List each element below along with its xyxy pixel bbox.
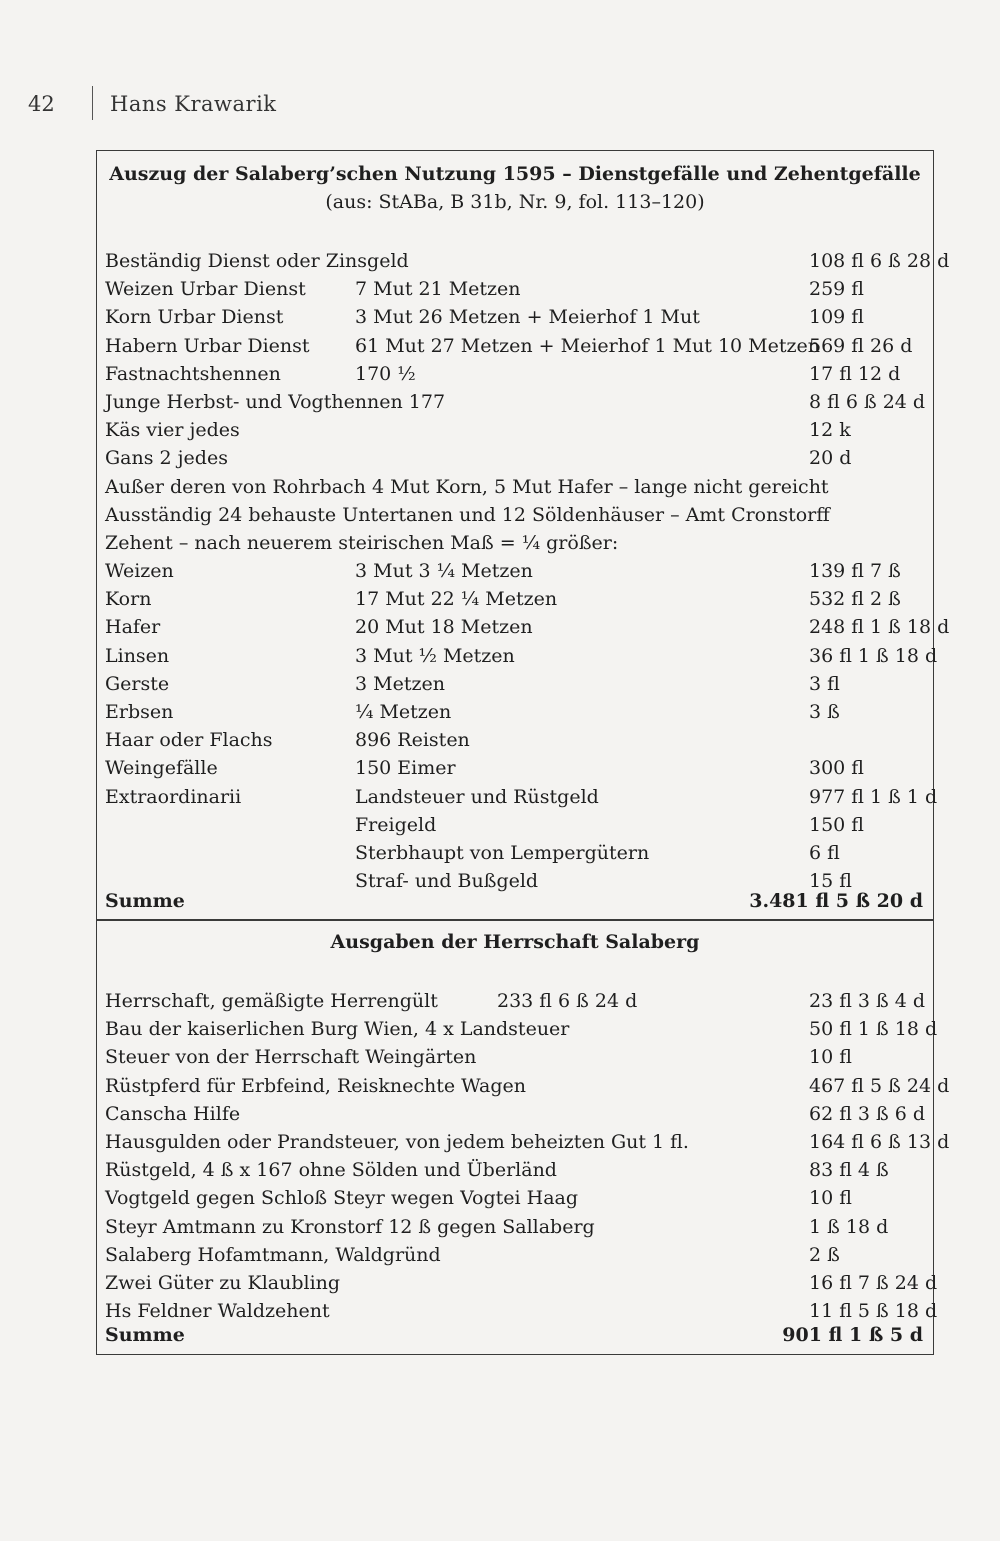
table-row xyxy=(97,642,938,670)
row-label: Haar oder Flachs xyxy=(105,729,273,752)
row-label: Ausständig 24 behauste Untertanen und 12 Söldenhäuser – Amt Cronstorff xyxy=(105,503,830,526)
row-amount: 10 fl xyxy=(809,1187,852,1210)
row-amount: 83 fl 4 ß xyxy=(809,1159,889,1182)
table-row xyxy=(97,501,933,529)
table-row xyxy=(97,1072,950,1100)
row-detail: 7 Mut 21 Metzen xyxy=(355,278,521,301)
row-amount: 3 fl xyxy=(809,672,840,695)
row-detail: 233 fl 6 ß 24 d xyxy=(497,990,638,1012)
table-row xyxy=(97,698,933,726)
row-label: Weingefälle xyxy=(105,757,218,780)
row-amount: 8 fl 6 ß 24 d xyxy=(809,390,926,413)
row-label: Salaberg Hofamtmann, Waldgründ xyxy=(105,1243,441,1266)
row-amount: 50 fl 1 ß 18 d xyxy=(809,1018,938,1041)
row-label: Junge Herbst- und Vogthennen 177 xyxy=(105,390,446,413)
row-amount: 6 fl xyxy=(809,841,840,864)
table-row xyxy=(97,811,933,839)
row-amount: 569 fl 26 d xyxy=(809,334,913,357)
section1-subtitle: (aus: StABa, B 31b, Nr. 9, fol. 113–120) xyxy=(325,191,705,213)
row-detail: Freigeld xyxy=(355,813,437,836)
row-label: Vogtgeld gegen Schloß Steyr wegen Vogtei Haag xyxy=(105,1187,579,1210)
table-row xyxy=(97,839,933,867)
row-label: Gans 2 jedes xyxy=(105,447,228,470)
row-label: Herrschaft, gemäßigte Herrengült xyxy=(105,990,438,1012)
header-divider xyxy=(92,86,93,120)
table-row xyxy=(97,1184,933,1212)
table-row xyxy=(97,444,933,472)
table-row xyxy=(97,360,933,388)
row-detail: 20 Mut 18 Metzen xyxy=(355,616,533,639)
table-row xyxy=(97,473,933,501)
row-amount: 109 fl xyxy=(809,306,864,329)
section2-total-label: Summe xyxy=(105,1324,185,1346)
section-divider xyxy=(97,919,933,921)
row-amount: 467 fl 5 ß 24 d xyxy=(809,1074,950,1097)
row-detail: Sterbhaupt von Lempergütern xyxy=(355,841,650,864)
table-row xyxy=(97,303,933,331)
section2-total-amount: 901 fl 1 ß 5 d xyxy=(782,1324,923,1346)
row-detail: 3 Mut 26 Metzen + Meierhof 1 Mut xyxy=(355,306,700,329)
table-row xyxy=(97,585,933,613)
row-label: Rüstgeld, 4 ß x 167 ohne Sölden und Überländ xyxy=(105,1159,557,1182)
row-amount: 62 fl 3 ß 6 d xyxy=(809,1102,926,1125)
row-amount: 1 ß 18 d xyxy=(809,1215,889,1238)
row-label: Käs vier jedes xyxy=(105,419,240,442)
row-amount: 3 ß xyxy=(809,701,840,723)
row-detail: Straf- und Bußgeld xyxy=(355,870,539,893)
row-label: Linsen xyxy=(105,644,170,667)
data-table xyxy=(96,150,950,1355)
row-label: Steuer von der Herrschaft Weingärten xyxy=(105,1046,477,1069)
row-detail: 61 Mut 27 Metzen + Meierhof 1 Mut 10 Metzen xyxy=(355,334,821,357)
row-label: Rüstpferd für Erbfeind, Reisknechte Wagen xyxy=(105,1074,527,1097)
table-row xyxy=(97,987,933,1015)
table-row xyxy=(97,1156,933,1184)
row-amount: 17 fl 12 d xyxy=(809,362,901,385)
table-row xyxy=(97,1213,933,1241)
row-label: Hafer xyxy=(105,616,161,639)
row-amount: 36 fl 1 ß 18 d xyxy=(809,644,938,667)
row-amount: 300 fl xyxy=(809,757,864,780)
row-detail: Landsteuer und Rüstgeld xyxy=(355,785,599,808)
row-detail: ¼ Metzen xyxy=(355,701,452,723)
row-amount: 164 fl 6 ß 13 d xyxy=(809,1130,950,1153)
row-label: Weizen xyxy=(105,560,174,583)
row-amount: 150 fl xyxy=(809,813,864,836)
section2-rows xyxy=(97,987,950,1325)
row-label: Extraordinarii xyxy=(105,785,242,808)
row-detail: 150 Eimer xyxy=(355,757,456,780)
row-amount: 2 ß xyxy=(809,1243,840,1266)
table-row xyxy=(97,332,933,360)
page-number: 42 xyxy=(28,92,55,116)
row-label: Habern Urbar Dienst xyxy=(105,334,310,357)
row-detail: 3 Mut ½ Metzen xyxy=(355,644,515,667)
row-label: Bau der kaiserlichen Burg Wien, 4 x Landsteuer xyxy=(105,1018,570,1041)
row-label: Gerste xyxy=(105,672,170,695)
row-label: Weizen Urbar Dienst xyxy=(105,278,306,301)
row-label: Hausgulden oder Prandsteuer, von jedem beheizten Gut 1 fl. xyxy=(105,1130,689,1153)
section1-total xyxy=(97,887,933,915)
table-row xyxy=(97,275,933,303)
row-detail: 170 ½ xyxy=(355,362,416,385)
row-amount: 15 fl xyxy=(809,870,852,893)
table-row xyxy=(97,1015,938,1043)
table-row xyxy=(97,613,950,641)
row-detail: 17 Mut 22 ¼ Metzen xyxy=(355,588,558,611)
table-row xyxy=(97,726,933,754)
table-row xyxy=(97,1241,933,1269)
row-amount: 248 fl 1 ß 18 d xyxy=(809,616,950,639)
row-amount: 11 fl 5 ß 18 d xyxy=(809,1300,938,1323)
table-row xyxy=(97,1100,933,1128)
row-label: Fastnachtshennen xyxy=(105,362,281,385)
row-amount: 10 fl xyxy=(809,1046,852,1069)
row-amount: 23 fl 3 ß 4 d xyxy=(809,990,926,1012)
section1-title: Auszug der Salaberg’schen Nutzung 1595 – Dienstgefälle und Zehentgefälle xyxy=(109,163,921,185)
row-detail: 3 Metzen xyxy=(355,672,445,695)
author-name: Hans Krawarik xyxy=(110,92,277,116)
table-row xyxy=(97,783,938,811)
section1-rows xyxy=(97,247,950,895)
row-amount: 532 fl 2 ß xyxy=(809,588,901,611)
row-label: Canscha Hilfe xyxy=(105,1102,241,1125)
row-detail: 3 Mut 3 ¼ Metzen xyxy=(355,560,533,583)
table-row xyxy=(97,388,933,416)
table-row xyxy=(97,1128,950,1156)
row-label: Zehent – nach neuerem steirischen Maß = ¼ größer: xyxy=(105,531,619,554)
row-label: Steyr Amtmann zu Kronstorf 12 ß gegen Sallaberg xyxy=(105,1215,595,1238)
section2-total xyxy=(97,1321,933,1349)
table-row xyxy=(97,529,933,557)
row-detail: 896 Reisten xyxy=(355,729,470,752)
section1-header xyxy=(97,163,933,213)
row-label: Zwei Güter zu Klaubling xyxy=(105,1271,341,1294)
section1-total-amount: 3.481 fl 5 ß 20 d xyxy=(749,890,923,912)
row-label: Erbsen xyxy=(105,701,174,723)
row-label: Korn Urbar Dienst xyxy=(105,306,284,329)
row-amount: 259 fl xyxy=(809,278,864,301)
table-row xyxy=(97,416,933,444)
row-amount: 977 fl 1 ß 1 d xyxy=(809,785,938,808)
row-label: Hs Feldner Waldzehent xyxy=(105,1300,330,1323)
row-amount: 12 k xyxy=(809,419,851,442)
row-amount: 139 fl 7 ß xyxy=(809,560,901,583)
section1-total-label: Summe xyxy=(105,890,185,912)
section2-title: Ausgaben der Herrschaft Salaberg xyxy=(330,931,700,953)
row-amount: 16 fl 7 ß 24 d xyxy=(809,1271,938,1294)
row-label: Korn xyxy=(105,588,152,611)
row-label: Beständig Dienst oder Zinsgeld xyxy=(105,250,409,272)
page-header xyxy=(28,92,277,116)
table-row xyxy=(97,1043,933,1071)
table-row xyxy=(97,754,933,782)
table-row xyxy=(97,1269,938,1297)
row-amount: 108 fl 6 ß 28 d xyxy=(809,250,950,272)
table-row xyxy=(97,670,933,698)
table-row xyxy=(97,557,933,585)
table-row xyxy=(97,247,950,275)
row-amount: 20 d xyxy=(809,447,852,470)
row-label: Außer deren von Rohrbach 4 Mut Korn, 5 Mut Hafer – lange nicht gereicht xyxy=(105,475,829,498)
